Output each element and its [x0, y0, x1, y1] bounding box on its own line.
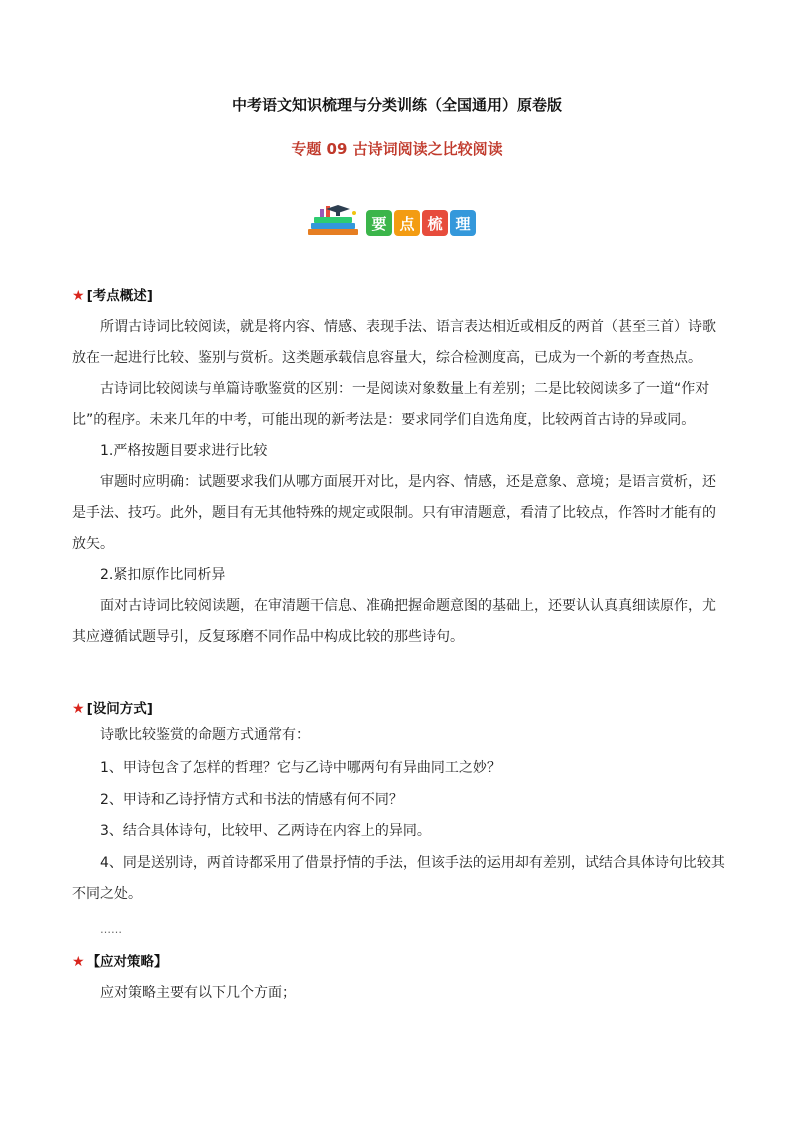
overview-heading-text: [考点概述] [86, 288, 153, 304]
question-1: 1、甲诗包含了怎样的哲理？它与乙诗中哪两句有异曲同工之妙？ [100, 760, 501, 776]
overview-para-2: 古诗词比较阅读与单篇诗歌鉴赏的区别：一是阅读对象数量上有差别；二是比较阅读多了一道“作对比”的程序。未来几年的中考，可能出现的新考法是：要求同学们自选角度，比较两首古诗的异或同。 [72, 381, 710, 428]
overview-para-1: 所谓古诗词比较阅读，就是将内容、情感、表现手法、语言表达相近或相反的两首（甚至三首）诗歌放在一起进行比较、鉴别与赏析。这类题承载信息容量大，综合检测度高，已成为一个新的考查热点。 [72, 319, 716, 366]
question-2: 2、甲诗和乙诗抒情方式和书法的情感有何不同？ [100, 792, 403, 808]
overview-item-2-title: 2.紧扣原作比同析异 [100, 567, 226, 583]
books-icon [306, 203, 362, 239]
star-icon: ★ [72, 701, 85, 717]
question-4: 4、同是送别诗，两首诗都采用了借景抒情的手法，但该手法的运用却有差别，试结合具体诗句比较其不同之处。 [72, 855, 725, 902]
questions-heading-text: [设问方式] [86, 701, 153, 717]
overview-item-2-body: 面对古诗词比较阅读题，在审清题干信息、准确把握命题意图的基础上，还要认认真真细读原作，尤其应遵循试题导引，反复琢磨不同作品中构成比较的那些诗句。 [72, 598, 716, 645]
badge-char-4: 理 [450, 210, 476, 236]
questions-ellipsis: …… [100, 923, 122, 936]
key-points-badge [306, 203, 486, 239]
strategy-heading-text: 【应对策略】 [86, 954, 168, 970]
document-subtitle: 专题 09 古诗词阅读之比较阅读 [291, 140, 503, 158]
badge-char-3: 梳 [422, 210, 448, 236]
overview-item-1-body: 审题时应明确：试题要求我们从哪方面展开对比，是内容、情感，还是意象、意境；是语言赏析，还是手法、技巧。此外，题目有无其他特殊的规定或限制。只有审清题意，看清了比较点，作答时才能有的放矢。 [72, 474, 716, 552]
overview-heading [72, 284, 153, 304]
star-icon: ★ [72, 288, 85, 304]
badge-char-1: 要 [366, 210, 392, 236]
strategy-heading [72, 950, 168, 970]
questions-intro: 诗歌比较鉴赏的命题方式通常有： [100, 727, 310, 743]
question-3: 3、结合具体诗句，比较甲、乙两诗在内容上的异同。 [100, 823, 431, 839]
questions-heading [72, 697, 153, 717]
overview-item-1-title: 1.严格按题目要求进行比较 [100, 443, 268, 459]
star-icon: ★ [72, 954, 85, 970]
badge-char-2: 点 [394, 210, 420, 236]
strategy-intro: 应对策略主要有以下几个方面； [100, 985, 296, 1001]
document-title: 中考语文知识梳理与分类训练（全国通用）原卷版 [231, 96, 562, 114]
